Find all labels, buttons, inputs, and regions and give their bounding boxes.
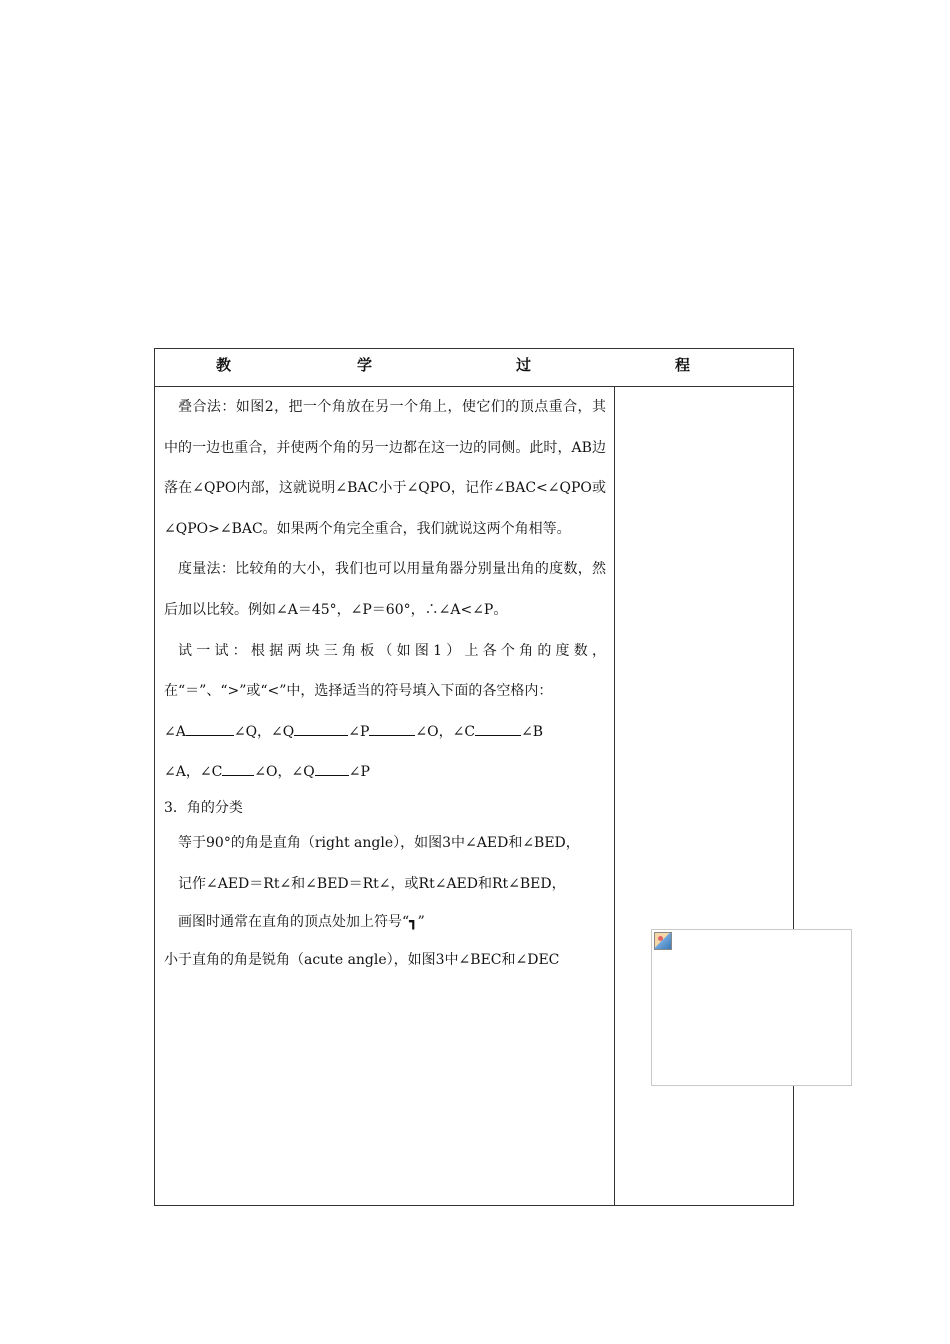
section-3-title: 3．角的分类 xyxy=(164,799,243,816)
paragraph-symbol: 画图时通常在直角的顶点处加上符号“┓” xyxy=(178,914,425,931)
paragraph-notation: 记作∠AED＝Rt∠和∠BED＝Rt∠，或Rt∠AED和Rt∠BED， xyxy=(178,875,566,892)
fill-label-a2: ∠A，∠C xyxy=(164,764,223,781)
fill-in-line-2 xyxy=(164,752,606,793)
fill-label-p2: ∠P xyxy=(348,764,370,781)
blank-5[interactable] xyxy=(222,761,254,776)
header-char-2: 学 xyxy=(357,356,373,374)
header-char-4: 程 xyxy=(675,356,691,374)
paragraph-overlap-method: 叠合法：如图2，把一个角放在另一个角上，使它们的顶点重合，其中的一边也重合，并使两个角的另一边都在这一边的同侧。此时，AB边落在∠QPO内部，这就说明∠BAC小于∠QPO，记作∠BAC<∠QPO或∠QPO>∠BAC。如果两个角完全重合，我们就说这两个角相等。 xyxy=(164,399,606,537)
figure-placeholder xyxy=(651,929,852,1086)
blank-4[interactable] xyxy=(475,721,521,736)
paragraph-right-angle: 等于90°的角是直角（right angle），如图3中∠AED和∠BED， xyxy=(178,834,580,851)
header-char-1: 教 xyxy=(216,356,232,374)
paragraph-try-it: 试一试：根据两块三角板（如图1）上各个角的度数，在“＝”、“>”或“<”中，选择适当的符号填入下面的各空格内： xyxy=(164,642,606,700)
column-divider xyxy=(614,387,615,1206)
fill-label-b: ∠B xyxy=(521,723,544,740)
blank-6[interactable] xyxy=(315,761,349,776)
fill-label-o1: ∠O，∠C xyxy=(415,723,476,740)
fill-in-line-1 xyxy=(164,712,606,753)
table-header-row xyxy=(155,349,793,387)
fill-label-q1: ∠Q，∠Q xyxy=(233,723,295,740)
fill-label-a: ∠A xyxy=(164,723,186,740)
blank-2[interactable] xyxy=(294,721,348,736)
blank-3[interactable] xyxy=(369,721,415,736)
broken-image-icon xyxy=(654,932,672,950)
paragraph-measure-method: 度量法：比较角的大小，我们也可以用量角器分别量出角的度数，然后加以比较。例如∠A＝45°，∠P＝60°，∴∠A<∠P。 xyxy=(164,561,606,618)
fill-label-o2: ∠O，∠Q xyxy=(254,764,315,781)
fill-label-p1: ∠P xyxy=(348,723,370,740)
paragraph-acute-angle: 小于直角的角是锐角（acute angle），如图3中∠BEC和∠DEC xyxy=(164,952,560,969)
blank-1[interactable] xyxy=(186,721,234,736)
header-char-3: 过 xyxy=(516,356,532,374)
lesson-content xyxy=(164,387,606,981)
